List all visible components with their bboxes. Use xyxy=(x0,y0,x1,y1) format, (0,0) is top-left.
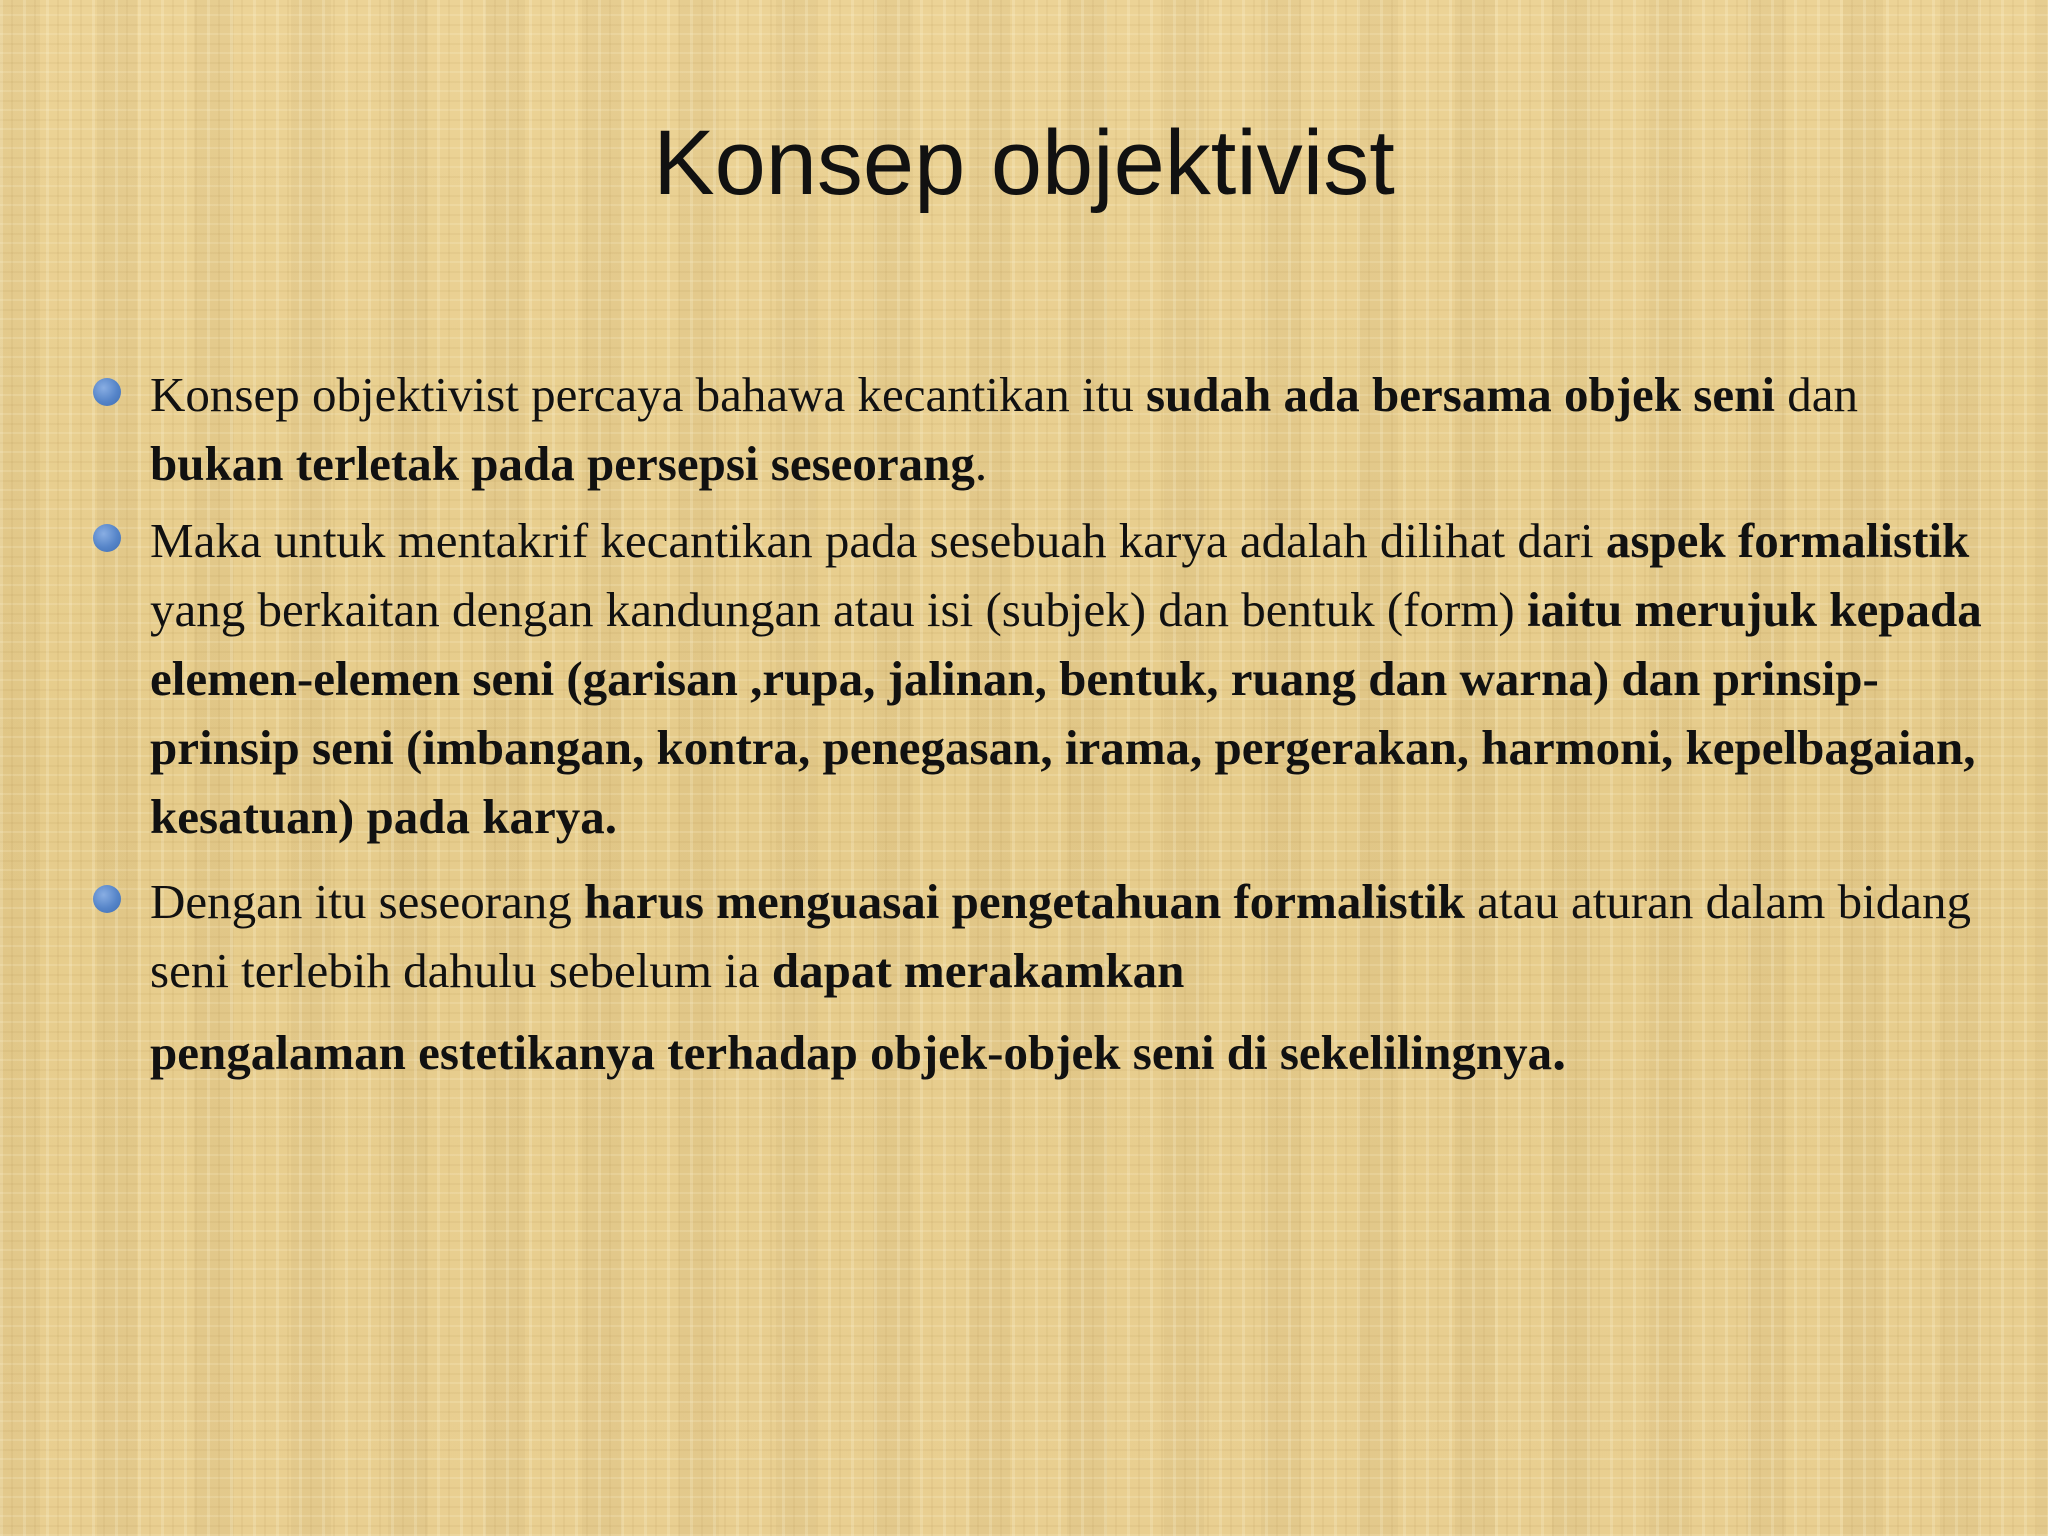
text-segment: dan xyxy=(1774,367,1858,422)
text-segment-bold: iaitu merujuk kepada elemen-elemen seni (garisan ,rupa, jalinan, bentuk, ruang dan warna) dan prinsip-prinsip seni (imbangan, kontra, penegasan, irama, pergerakan, harmoni, kepelbagaian, kesatuan) pada karya. xyxy=(150,582,1982,844)
text-segment-bold: sudah ada bersama objek seni xyxy=(1145,367,1775,422)
text-segment-bold: pengalaman estetikanya terhadap objek-objek seni di sekelilingnya xyxy=(150,1025,1553,1080)
bullet-list xyxy=(0,360,2048,1087)
slide-title: Konsep objektivist xyxy=(653,112,1395,214)
text-segment-period: . xyxy=(1552,1020,1567,1082)
bullet-item xyxy=(0,360,2048,498)
text-segment: Dengan itu seseorang xyxy=(150,874,585,929)
text-segment-bold: aspek formalistik xyxy=(1605,513,1970,568)
bullet-dot-icon xyxy=(93,885,121,913)
text-segment: atau aturan dalam bidang seni terlebih dahulu sebelum ia xyxy=(150,874,1971,998)
bullet-dot-icon xyxy=(93,378,121,406)
bullet-dot-icon xyxy=(93,524,121,552)
text-segment: yang berkaitan dengan kandungan atau isi (subjek) dan bentuk (form) xyxy=(150,582,1528,637)
bullet-text xyxy=(150,506,1994,851)
text-segment: Konsep objektivist percaya bahawa kecantikan itu xyxy=(150,367,1146,422)
text-segment: Maka untuk mentakrif kecantikan pada sesebuah karya adalah dilihat dari xyxy=(150,513,1606,568)
text-segment-bold: harus menguasai pengetahuan formalistik xyxy=(584,874,1465,929)
text-segment: . xyxy=(974,436,988,491)
bullet-item xyxy=(0,506,2048,851)
bullet-text xyxy=(150,360,1994,498)
text-segment-bold xyxy=(150,1017,1566,1087)
bullet-text xyxy=(150,867,1994,1087)
text-segment-bold: bukan terletak pada persepsi seseorang xyxy=(150,436,975,491)
text-segment-bold: dapat merakamkan xyxy=(771,943,1185,998)
bullet-item xyxy=(0,867,2048,1087)
